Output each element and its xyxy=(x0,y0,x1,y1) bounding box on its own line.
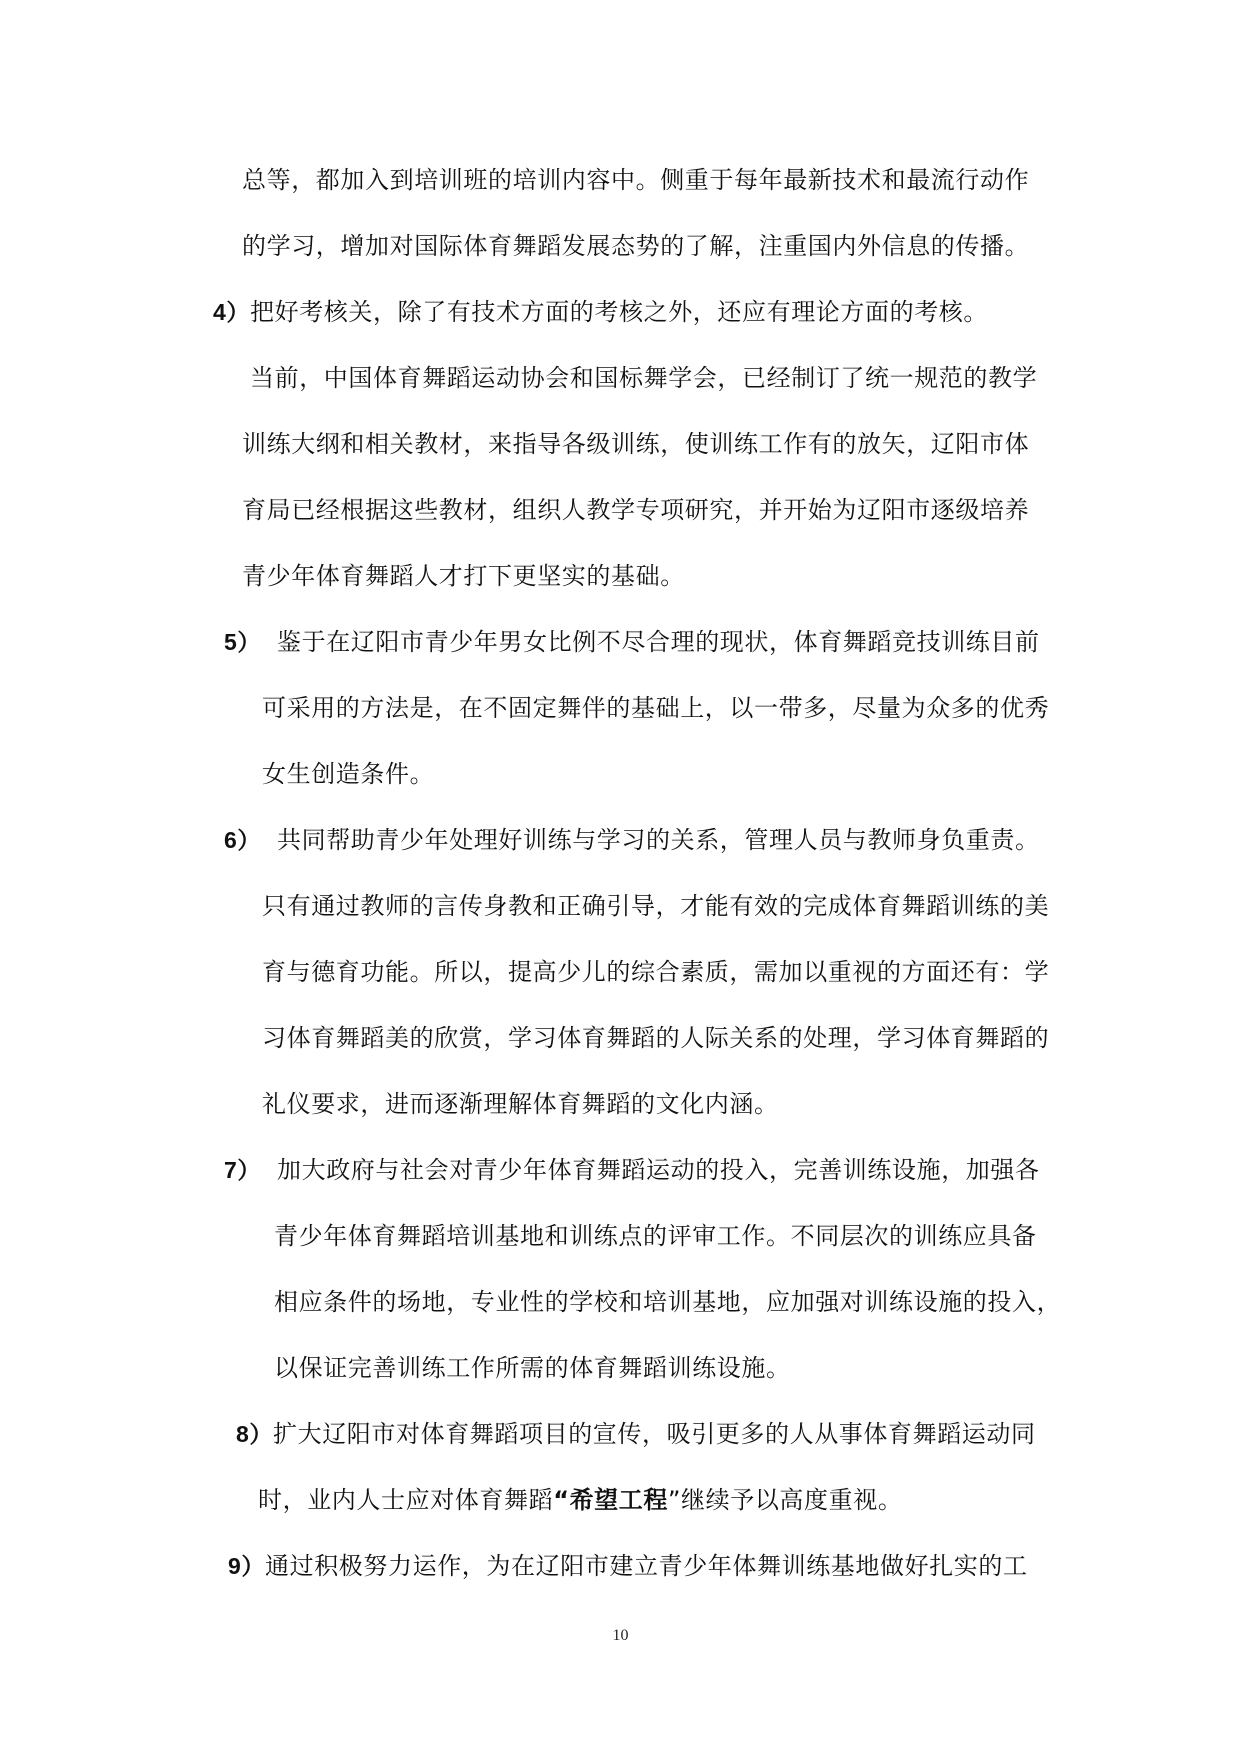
list-number: 6） xyxy=(224,827,261,853)
paragraph-line: 总等，都加入到培训班的培训内容中。侧重于每年最新技术和最流行动作 xyxy=(242,166,1030,194)
paragraph-line: 以保证完善训练工作所需的体育舞蹈训练设施。 xyxy=(274,1354,791,1382)
paragraph-line: 只有通过教师的言传身教和正确引导，才能有效的完成体育舞蹈训练的美 xyxy=(262,892,1050,920)
paragraph-line: 女生创造条件。 xyxy=(262,760,435,788)
list-item-6 xyxy=(224,824,1040,856)
paragraph-line: 训练大纲和相关教材，来指导各级训练，使训练工作有的放矢，辽阳市体 xyxy=(242,430,1030,458)
paragraph-line: 青少年体育舞蹈人才打下更坚实的基础。 xyxy=(242,562,685,590)
paragraph-line: 的学习，增加对国际体育舞蹈发展态势的了解，注重国内外信息的传播。 xyxy=(242,232,1030,260)
list-item-text: 扩大辽阳市对体育舞蹈项目的宣传，吸引更多的人从事体育舞蹈运动同 xyxy=(273,1420,1036,1448)
paragraph-line xyxy=(258,1484,902,1516)
paragraph-line: 当前，中国体育舞蹈运动协会和国标舞学会，已经制订了统一规范的教学 xyxy=(250,364,1038,392)
list-item-text: 加大政府与社会对青少年体育舞蹈运动的投入，完善训练设施，加强各 xyxy=(277,1156,1040,1184)
list-item-7 xyxy=(224,1154,1040,1186)
list-item-8 xyxy=(236,1418,1036,1450)
paragraph-line: 相应条件的场地，专业性的学校和培训基地，应加强对训练设施的投入， xyxy=(274,1288,1062,1316)
list-number: 5） xyxy=(224,629,261,655)
list-item-5 xyxy=(224,626,1040,658)
paragraph-line: 青少年体育舞蹈培训基地和训练点的评审工作。不同层次的训练应具备 xyxy=(274,1222,1037,1250)
paragraph-line: 可采用的方法是，在不固定舞伴的基础上，以一带多，尽量为众多的优秀 xyxy=(262,694,1050,722)
paragraph-line: 习体育舞蹈美的欣赏，学习体育舞蹈的人际关系的处理，学习体育舞蹈的 xyxy=(262,1024,1050,1052)
paragraph-line: 育局已经根据这些教材，组织人教学专项研究，并开始为辽阳市逐级培养 xyxy=(242,496,1030,524)
list-item-text: 通过积极努力运作，为在辽阳市建立青少年体舞训练基地做好扎实的工 xyxy=(265,1552,1028,1580)
list-item-text: 鉴于在辽阳市青少年男女比例不尽合理的现状，体育舞蹈竞技训练目前 xyxy=(277,628,1040,656)
list-number: 8） xyxy=(236,1421,273,1447)
list-item-4 xyxy=(213,296,988,328)
bold-text-segment: “希望工程 xyxy=(553,1486,668,1514)
text-segment: ”继续予以高度重视。 xyxy=(667,1486,903,1514)
list-number: 9） xyxy=(228,1553,265,1579)
list-item-9 xyxy=(228,1550,1028,1582)
list-number: 7） xyxy=(224,1157,261,1183)
text-segment: 时，业内人士应对体育舞蹈 xyxy=(258,1486,554,1514)
page-number: 10 xyxy=(612,1627,629,1644)
paragraph-line: 育与德育功能。所以，提高少儿的综合素质，需加以重视的方面还有：学 xyxy=(262,958,1050,986)
paragraph-line: 礼仪要求，进而逐渐理解体育舞蹈的文化内涵。 xyxy=(262,1090,779,1118)
list-item-text: 共同帮助青少年处理好训练与学习的关系，管理人员与教师身负重责。 xyxy=(277,826,1040,854)
list-number: 4） xyxy=(213,299,250,325)
list-item-text: 把好考核关，除了有技术方面的考核之外，还应有理论方面的考核。 xyxy=(250,298,988,326)
